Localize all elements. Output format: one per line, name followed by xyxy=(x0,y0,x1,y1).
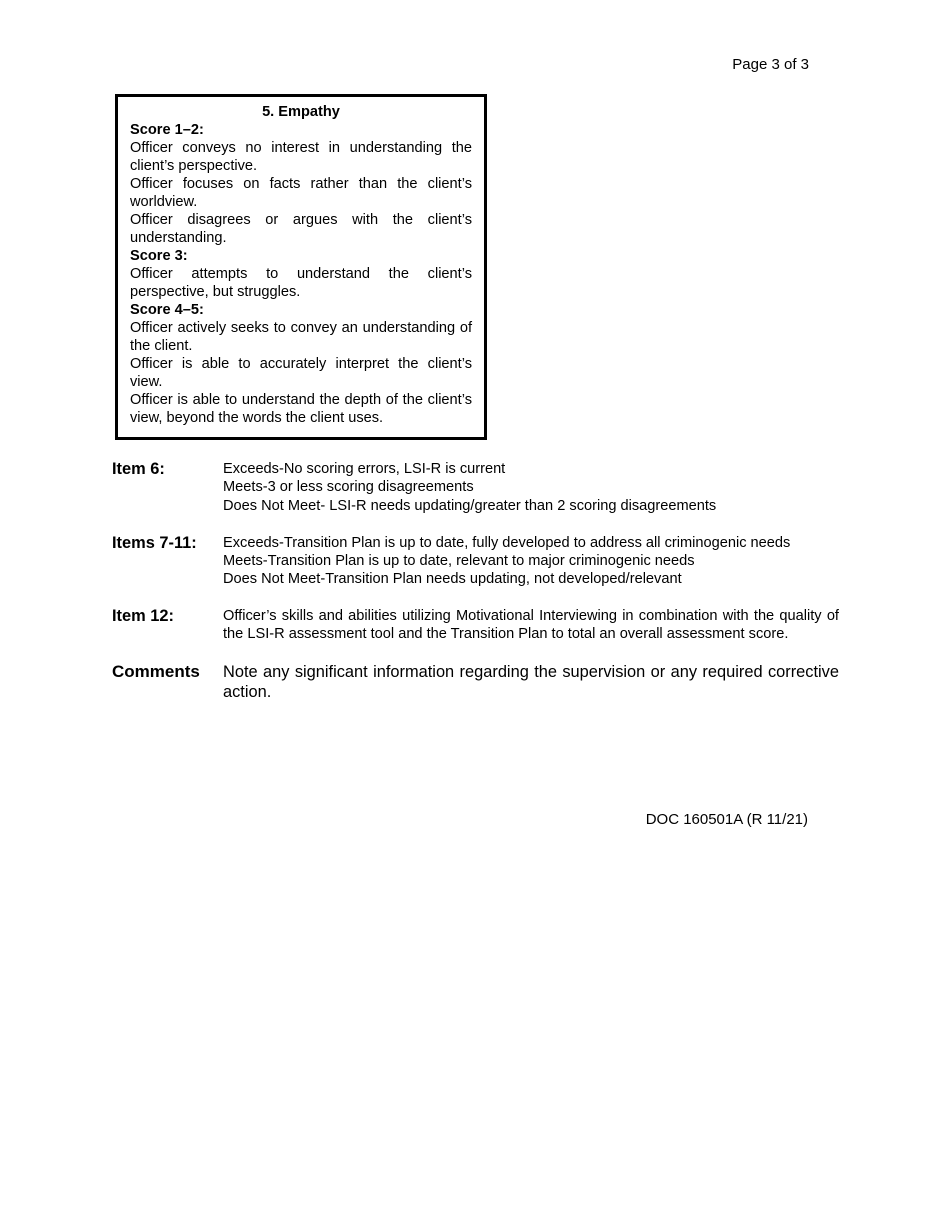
comments-row xyxy=(112,662,839,702)
items-7-11-criteria xyxy=(223,534,839,589)
score-heading-4-5: Score 4–5: xyxy=(130,302,204,318)
item-12-row xyxy=(112,607,839,644)
score-heading-1-2: Score 1–2: xyxy=(130,122,204,138)
criterion-attempts-to-understand: Officer attempts to understand the client’s perspective, but struggles. xyxy=(130,266,472,300)
comments-label: Comments xyxy=(112,662,200,682)
items-7-11-exceeds: Exceeds-Transition Plan is up to date, fully developed to address all criminogenic needs xyxy=(223,534,791,551)
comments-text: Note any significant information regarding the supervision or any required corrective action. xyxy=(223,663,839,702)
score-heading-3: Score 3: xyxy=(130,248,188,264)
item-6-criteria xyxy=(223,460,839,515)
criterion-disagrees: Officer disagrees or argues with the client’s understanding. xyxy=(130,212,472,246)
items-7-11-does-not-meet: Does Not Meet-Transition Plan needs updating, not developed/relevant xyxy=(223,571,682,588)
item-6-row xyxy=(112,460,839,515)
item-6-meets: Meets-3 or less scoring disagreements xyxy=(223,479,474,496)
item-12-text: Officer’s skills and abilities utilizing Motivational Interviewing in combination with the quality of the LSI-R assessment tool and the Transition Plan to total an overall assessment score. xyxy=(223,607,839,643)
document-id: DOC 160501A (R 11/21) xyxy=(645,811,808,828)
item-guidelines xyxy=(112,460,839,702)
items-7-11-row xyxy=(112,534,839,589)
criterion-focuses-on-facts: Officer focuses on facts rather than the client’s worldview. xyxy=(130,176,472,210)
item-6-exceeds: Exceeds-No scoring errors, LSI-R is current xyxy=(223,461,506,477)
items-7-11-meets: Meets-Transition Plan is up to date, relevant to major criminogenic needs xyxy=(223,553,695,570)
criterion-accurately-interprets: Officer is able to accurately interpret the client’s view. xyxy=(130,356,472,390)
empathy-scoring-box xyxy=(115,94,487,440)
criterion-no-interest: Officer conveys no interest in understanding the client’s perspective. xyxy=(130,140,472,174)
criterion-understands-depth: Officer is able to understand the depth of the client’s view, beyond the words the client uses. xyxy=(130,392,472,426)
criterion-actively-seeks: Officer actively seeks to convey an understanding of the client. xyxy=(130,320,472,354)
empathy-title: 5. Empathy xyxy=(262,104,340,120)
page-number: Page 3 of 3 xyxy=(732,56,809,73)
items-7-11-label: Items 7-11: xyxy=(112,533,197,552)
item-12-label: Item 12: xyxy=(112,606,174,625)
item-6-label: Item 6: xyxy=(112,460,165,478)
item-6-does-not-meet: Does Not Meet- LSI-R needs updating/greater than 2 scoring disagreements xyxy=(223,497,717,514)
